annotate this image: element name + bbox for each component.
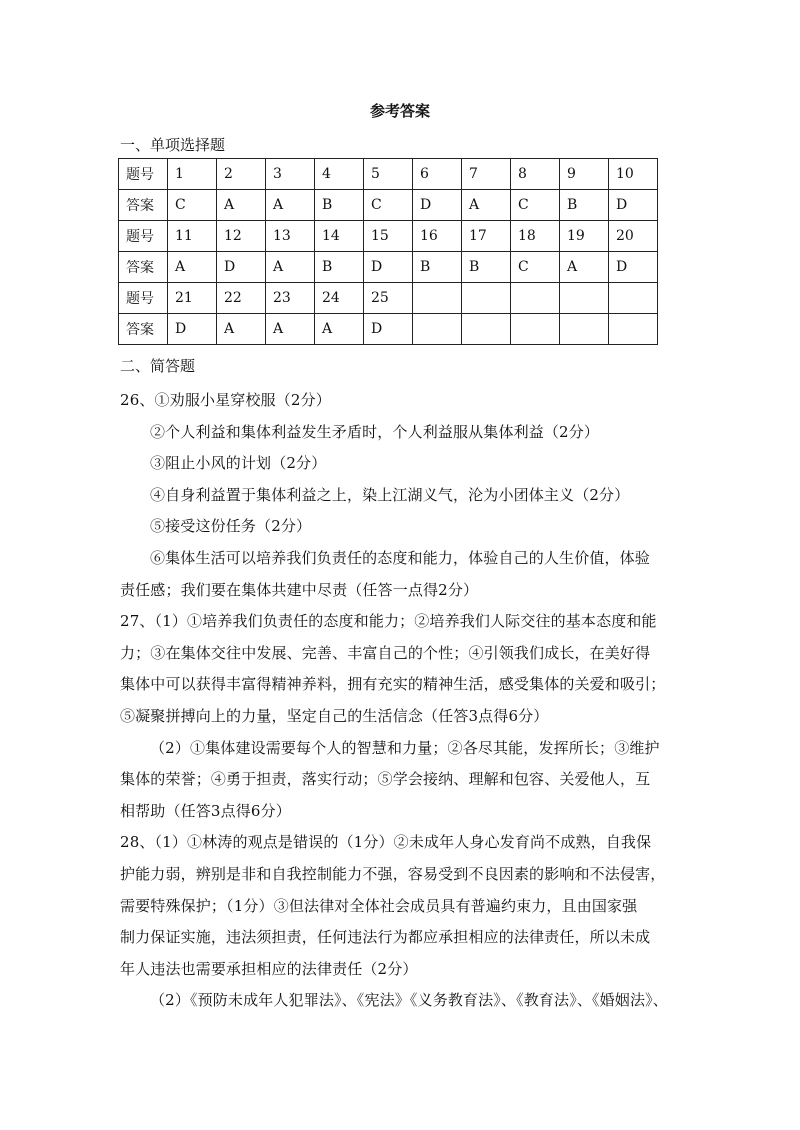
table-cell: 8	[511, 159, 560, 190]
table-cell: B	[413, 252, 462, 283]
table-cell	[462, 283, 511, 314]
table-cell: A	[560, 252, 609, 283]
table-cell: D	[168, 314, 217, 345]
table-cell: 14	[315, 221, 364, 252]
table-cell	[413, 283, 462, 314]
table-cell: 25	[364, 283, 413, 314]
answer-line: 26、①劝服小星穿校服（2分）	[120, 391, 331, 409]
table-cell: B	[462, 252, 511, 283]
table-cell: C	[168, 190, 217, 221]
table-row	[119, 221, 658, 252]
table-cell: D	[413, 190, 462, 221]
table-cell: 23	[266, 283, 315, 314]
answer-line: 相帮助（任答3点得6分）	[120, 801, 291, 820]
table-cell	[462, 314, 511, 345]
table-cell: 3	[266, 159, 315, 190]
table-row	[119, 252, 658, 283]
table-cell: A	[266, 314, 315, 345]
table-cell: D	[217, 252, 266, 283]
table-cell: 22	[217, 283, 266, 314]
answer-line: ②个人利益和集体利益发生矛盾时，个人利益服从集体利益（2分）	[150, 422, 600, 441]
row-header-cell: 答案	[119, 190, 168, 221]
answer-line: 集体的荣誉；④勇于担责，落实行动；⑤学会接纳、理解和包容、关爱他人，互	[120, 770, 651, 789]
table-cell: A	[266, 190, 315, 221]
table-cell: C	[511, 190, 560, 221]
answer-line: 需要特殊保护；（1分）③但法律对全体社会成员具有普遍约束力，且由国家强	[120, 896, 638, 915]
page-title: 参考答案	[369, 102, 430, 120]
table-cell: 19	[560, 221, 609, 252]
answer-line: 27、（1）①培养我们负责任的态度和能力；②培养我们人际交往的基本态度和能	[120, 612, 657, 631]
table-cell: 20	[609, 221, 658, 252]
table-row	[119, 283, 658, 314]
section-heading-multiple-choice: 一、单项选择题	[120, 136, 226, 154]
table-cell	[511, 314, 560, 345]
short-answer-body	[120, 385, 668, 1017]
row-header-cell: 题号	[119, 283, 168, 314]
row-header-cell: 答案	[119, 252, 168, 283]
table-cell: 12	[217, 221, 266, 252]
table-cell: B	[315, 190, 364, 221]
table-cell: 16	[413, 221, 462, 252]
table-cell: A	[462, 190, 511, 221]
table-cell: A	[315, 314, 364, 345]
table-cell: D	[609, 190, 658, 221]
table-cell: 17	[462, 221, 511, 252]
table-cell	[609, 283, 658, 314]
table-row	[119, 314, 658, 345]
answer-line: ④自身利益置于集体利益之上，染上江湖义气，沦为小团体主义（2分）	[150, 485, 630, 504]
table-cell	[511, 283, 560, 314]
row-header-cell: 题号	[119, 221, 168, 252]
table-cell: A	[217, 190, 266, 221]
answer-line: （2）①集体建设需要每个人的智慧和力量；②各尽其能，发挥所长；③维护	[150, 738, 660, 757]
answer-line: 制力保证实施，违法须担责，任何违法行为都应承担相应的法律责任，所以未成	[120, 928, 651, 947]
answer-table	[118, 158, 658, 345]
table-cell: 10	[609, 159, 658, 190]
table-cell: 5	[364, 159, 413, 190]
table-cell: C	[511, 252, 560, 283]
table-cell: A	[168, 252, 217, 283]
answer-line: ⑤凝聚拼搏向上的力量，坚定自己的生活信念（任答3点得6分）	[120, 706, 549, 725]
table-cell: A	[266, 252, 315, 283]
row-header-cell: 题号	[119, 159, 168, 190]
table-cell: C	[364, 190, 413, 221]
table-cell: B	[560, 190, 609, 221]
table-cell: 4	[315, 159, 364, 190]
table-cell: D	[364, 314, 413, 345]
table-cell: 13	[266, 221, 315, 252]
answer-line: ③阻止小风的计划（2分）	[150, 454, 327, 473]
table-cell	[413, 314, 462, 345]
table-cell: D	[609, 252, 658, 283]
table-cell: A	[217, 314, 266, 345]
answer-line: 28、（1）①林涛的观点是错误的（1分）②未成年人身心发育尚不成熟，自我保	[120, 833, 652, 852]
answer-line: ⑥集体生活可以培养我们负责任的态度和能力，体验自己的人生价值，体验	[150, 548, 650, 567]
table-cell: 11	[168, 221, 217, 252]
table-cell: 9	[560, 159, 609, 190]
table-cell	[609, 314, 658, 345]
answer-line: ⑤接受这份任务（2分）	[150, 517, 312, 536]
table-row	[119, 190, 658, 221]
table-cell: 21	[168, 283, 217, 314]
table-cell: D	[364, 252, 413, 283]
table-cell: 2	[217, 159, 266, 190]
answer-line: 力；③在集体交往中发展、完善、丰富自己的个性；④引领我们成长，在美好得	[120, 643, 651, 662]
table-cell: 15	[364, 221, 413, 252]
answer-line: 年人违法也需要承担相应的法律责任（2分）	[120, 959, 418, 978]
table-cell: 18	[511, 221, 560, 252]
section-heading-short-answer: 二、简答题	[120, 357, 196, 375]
table-cell: 1	[168, 159, 217, 190]
row-header-cell: 答案	[119, 314, 168, 345]
table-cell	[560, 314, 609, 345]
table-cell: 6	[413, 159, 462, 190]
table-cell: 24	[315, 283, 364, 314]
table-row	[119, 159, 658, 190]
table-cell: 7	[462, 159, 511, 190]
table-cell: B	[315, 252, 364, 283]
table-cell	[560, 283, 609, 314]
answer-line: 责任感；我们要在集体共建中尽责（任答一点得2分）	[120, 580, 479, 599]
answer-line: 集体中可以获得丰富得精神养料，拥有充实的精神生活，感受集体的关爱和吸引；	[120, 675, 666, 694]
answer-line: 护能力弱，辨别是非和自我控制能力不强，容易受到不良因素的影响和不法侵害，	[120, 864, 666, 883]
answer-line: （2）《预防未成年人犯罪法》、《宪法》《义务教育法》、《教育法》、《婚姻法》、	[150, 991, 668, 1010]
